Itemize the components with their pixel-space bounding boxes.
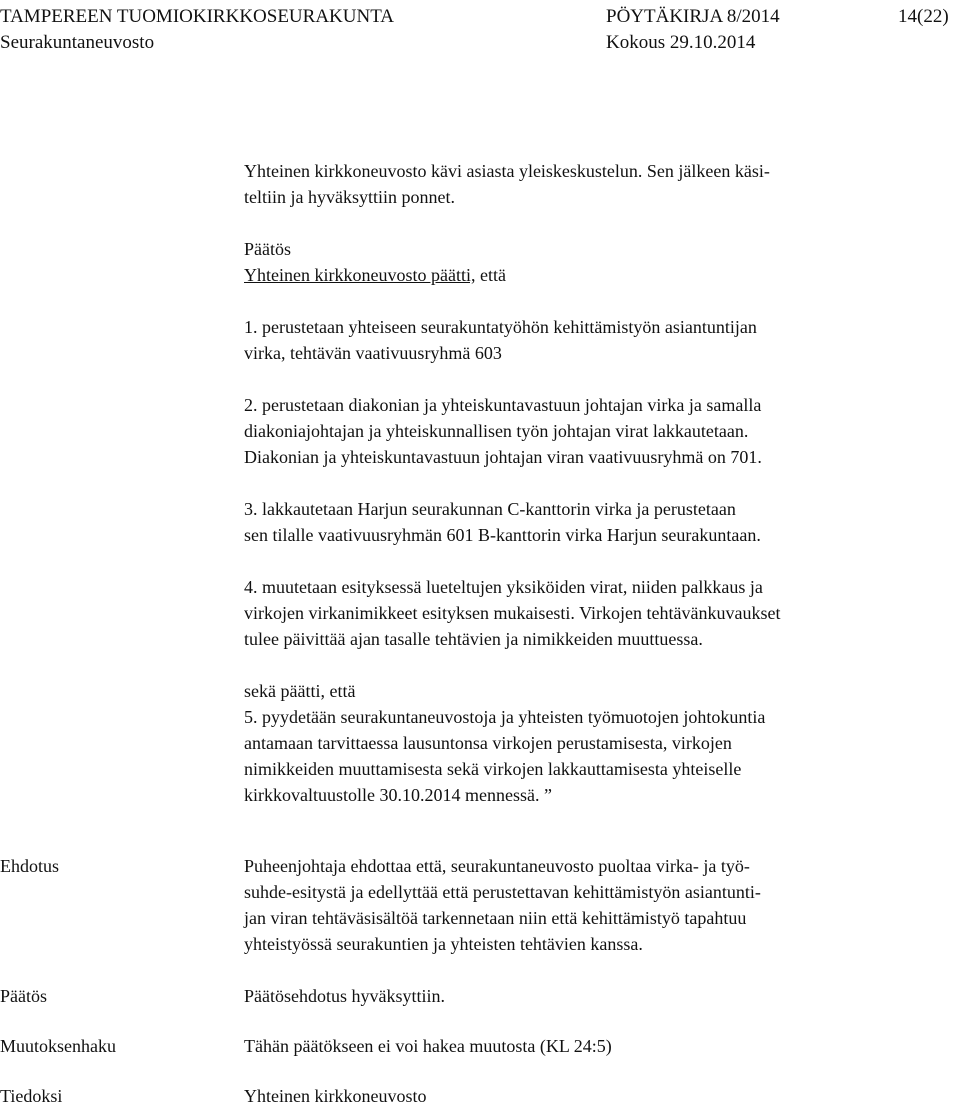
item-4-line: tulee päivittää ajan tasalle tehtävien ja nimikkeiden muuttuessa. [244,629,703,649]
tiedoksi-text: Yhteinen kirkkoneuvosto [244,1086,427,1106]
ehdotus-line: jan viran tehtäväsisältöä tarkennetaan niin että kehittämistyö tapahtuu [244,908,747,928]
body-name: Seurakuntaneuvosto [0,32,155,53]
item-1-line: virka, tehtävän vaativuusryhmä 603 [244,343,502,363]
item-4-line: 4. muutetaan esityksessä lueteltujen yksiköiden virat, niiden palkkaus ja [244,577,763,597]
organization-name: TAMPEREEN TUOMIOKIRKKOSEURAKUNTA [0,6,395,27]
item-5-line: nimikkeiden muuttamisesta sekä virkojen lakkauttamisesta yhteiselle [244,759,742,779]
intro-line: teltiin ja hyväksyttiin ponnet. [244,187,455,207]
item-2-line: Diakonian ja yhteiskuntavastuun johtajan viran vaativuusryhmä on 701. [244,447,762,467]
item-4-line: virkojen virkanimikkeet esityksen mukaisesti. Virkojen tehtävänkuvaukset [244,603,781,623]
paatos-heading: Päätös [244,239,291,259]
ehdotus-line: Puheenjohtaja ehdottaa että, seurakuntaneuvosto puoltaa virka- ja työ- [244,856,750,876]
item-3-line: 3. lakkautetaan Harjun seurakunnan C-kanttorin virka ja perustetaan [244,499,736,519]
paatos-label: Päätös [0,986,47,1006]
ehdotus-line: yhteistyössä seurakuntien ja yhteisten tehtävien kanssa. [244,934,643,954]
paatos-intro [244,262,924,288]
paatos-text: Päätösehdotus hyväksyttiin. [244,986,445,1006]
ehdotus-label: Ehdotus [0,856,60,876]
main-body [244,158,924,808]
paatos-intro-rest: että [475,265,506,285]
document-type: PÖYTÄKIRJA 8/2014 [606,6,780,27]
item-1-line: 1. perustetaan yhteiseen seurakuntatyöhön kehittämistyön asiantuntijan [244,317,757,337]
ehdotus-text [244,853,934,957]
item-5-line: antamaan tarvittaessa lausuntonsa virkojen perustamisesta, virkojen [244,733,732,753]
item-2-line: diakoniajohtajan ja yhteiskunnallisen työn johtajan virat lakkautetaan. [244,421,749,441]
muutoksenhaku-label: Muutoksenhaku [0,1036,116,1056]
item-2-line: 2. perustetaan diakonian ja yhteiskuntavastuun johtajan virka ja samalla [244,395,762,415]
item-5-line: kirkkovaltuustolle 30.10.2014 mennessä. ” [244,785,552,805]
tiedoksi-label: Tiedoksi [0,1086,63,1106]
page-number: 14(22) [898,6,949,27]
muutoksenhaku-text: Tähän päätökseen ei voi hakea muutosta (KL 24:5) [244,1036,612,1056]
paatos-intro-underlined: Yhteinen kirkkoneuvosto päätti, [244,265,476,285]
also-decided: sekä päätti, että [244,681,356,701]
item-5-line: 5. pyydetään seurakuntaneuvostoja ja yhteisten työmuotojen johtokuntia [244,707,766,727]
intro-line: Yhteinen kirkkoneuvosto kävi asiasta yleiskeskustelun. Sen jälkeen käsi- [244,161,770,181]
ehdotus-line: suhde-esitystä ja edellyttää että perustettavan kehittämistyön asiantunti- [244,882,761,902]
meeting-date: Kokous 29.10.2014 [606,32,756,53]
item-3-line: sen tilalle vaativuusryhmän 601 B-kanttorin virka Harjun seurakuntaan. [244,525,761,545]
